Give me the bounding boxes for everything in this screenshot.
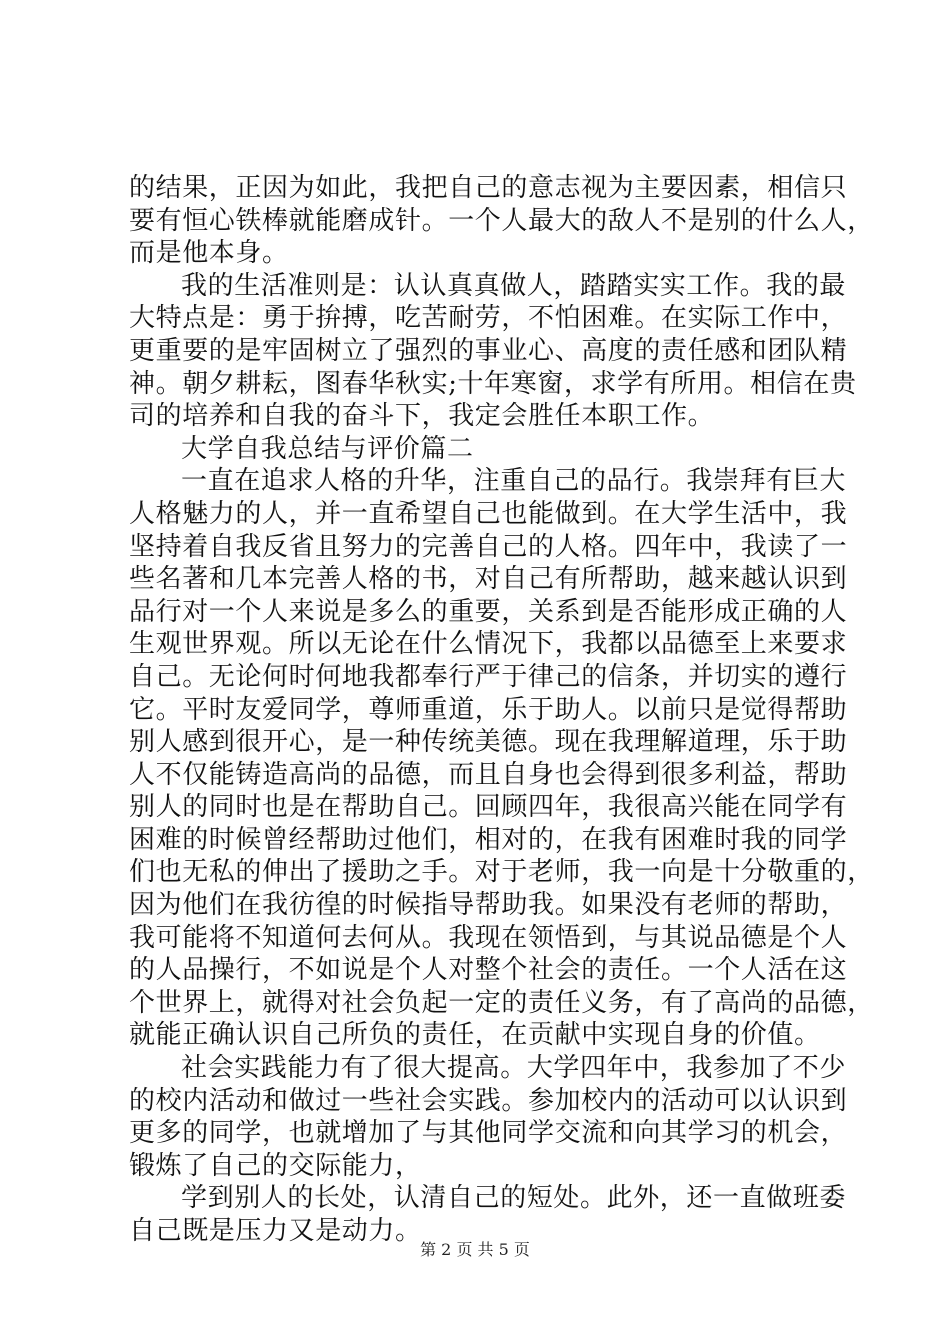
text-line: 学到别人的长处，认清自己的短处。此外，还一直做班委 bbox=[181, 1183, 847, 1214]
text-line: 困难的时候曾经帮助过他们，相对的，在我有困难时我的同学 bbox=[129, 824, 848, 855]
page-number-footer: 第 2 页 共 5 页 bbox=[420, 1240, 530, 1259]
paragraph-6 bbox=[129, 1182, 847, 1247]
text-line: 的校内活动和做过一些社会实践。参加校内的活动可以认识到 bbox=[129, 1085, 848, 1116]
text-line: 自己既是压力又是动力。 bbox=[129, 1216, 422, 1246]
text-line: 锻炼了自己的交际能力， bbox=[129, 1150, 422, 1181]
text-line: 它。平时友爱同学，尊师重道，乐于助人。以前只是觉得帮助 bbox=[129, 694, 848, 725]
paragraph-5 bbox=[129, 1052, 848, 1182]
text-line: 我的生活准则是：认认真真做人，踏踏实实工作。我的最 bbox=[181, 270, 847, 301]
section-heading bbox=[129, 433, 829, 466]
text-line: 就能正确认识自己所负的责任，在贡献中实现自身的价值。 bbox=[129, 1020, 821, 1051]
text-line: 人格魅力的人，并一直希望自己也能做到。在大学生活中，我 bbox=[129, 498, 848, 529]
text-line: 更重要的是牢固树立了强烈的事业心、高度的责任感和团队精 bbox=[129, 335, 848, 366]
paragraph-2 bbox=[129, 270, 857, 433]
text-line: 个世界上，就得对社会负起一定的责任义务，有了高尚的品德， bbox=[129, 987, 874, 1018]
text-line: 大特点是：勇于拚搏，吃苦耐劳，不怕困难。在实际工作中， bbox=[129, 303, 848, 334]
text-line: 别人感到很开心，是一种传统美德。现在我理解道理，乐于助 bbox=[129, 727, 848, 758]
text-line: 社会实践能力有了很大提高。大学四年中，我参加了不少 bbox=[181, 1053, 847, 1084]
text-line: 大学自我总结与评价篇二 bbox=[181, 433, 474, 464]
text-line: 我可能将不知道何去何从。我现在领悟到，与其说品德是个人 bbox=[129, 922, 848, 953]
document-body bbox=[129, 172, 874, 1248]
paragraph-1 bbox=[129, 172, 874, 270]
text-line: 生观世界观。所以无论在什么情况下，我都以品德至上来要求 bbox=[129, 629, 848, 660]
paragraph-4 bbox=[129, 465, 874, 1052]
text-line: 更多的同学，也就增加了与其他同学交流和向其学习的机会， bbox=[129, 1118, 848, 1149]
text-line: 神。朝夕耕耘，图春华秋实;十年寒窗，求学有所用。相信在贵 bbox=[129, 368, 857, 399]
text-line: 要有恒心铁棒就能磨成针。一个人最大的敌人不是别的什么人， bbox=[129, 205, 874, 236]
text-line: 品行对一个人来说是多么的重要，关系到是否能形成正确的人 bbox=[129, 596, 848, 627]
text-line: 一直在追求人格的升华，注重自己的品行。我崇拜有巨大 bbox=[181, 466, 847, 497]
text-line: 因为他们在我彷徨的时候指导帮助我。如果没有老师的帮助， bbox=[129, 890, 848, 921]
text-line: 别人的同时也是在帮助自己。回顾四年，我很高兴能在同学有 bbox=[129, 792, 848, 823]
text-line: 些名著和几本完善人格的书，对自己有所帮助，越来越认识到 bbox=[129, 564, 848, 595]
text-line: 而是他本身。 bbox=[129, 238, 289, 269]
text-line: 们也无私的伸出了援助之手。对于老师，我一向是十分敬重的， bbox=[129, 857, 874, 888]
text-line: 坚持着自我反省且努力的完善自己的人格。四年中，我读了一 bbox=[129, 531, 848, 562]
text-line: 人不仅能铸造高尚的品德，而且自身也会得到很多利益，帮助 bbox=[129, 759, 848, 790]
text-line: 司的培养和自我的奋斗下，我定会胜任本职工作。 bbox=[129, 401, 715, 432]
text-line: 的结果，正因为如此，我把自己的意志视为主要因素，相信只 bbox=[129, 173, 848, 203]
text-line: 的人品操行，不如说是个人对整个社会的责任。一个人活在这 bbox=[129, 955, 848, 986]
text-line: 自己。无论何时何地我都奉行严于律己的信条，并切实的遵行 bbox=[129, 661, 848, 692]
